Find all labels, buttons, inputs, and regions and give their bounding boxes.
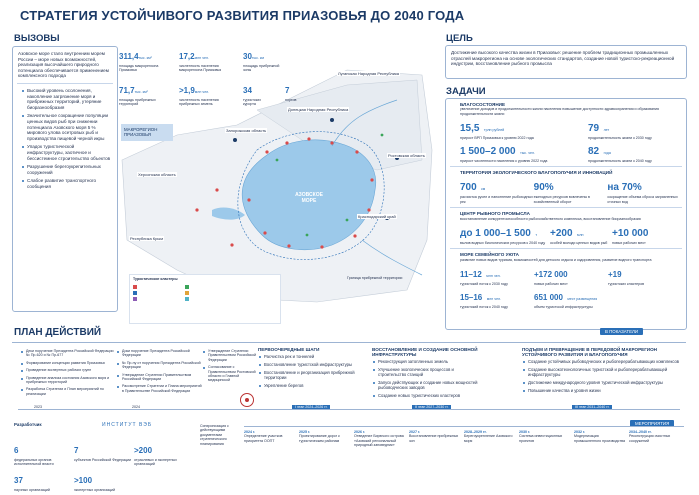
region-label: Республика Крым	[130, 236, 163, 241]
task-title: ЦЕНТР РЫБНОГО ПРОМЫСЛА	[460, 211, 530, 217]
plan-col-2: Доки поручение Президента Российской Федерации № Пр-ну от поручения Президента Российской Федерации Утверждение Стратегии Правительством Российской Федерации Рассмотрение Стратегии и Плана мероприятий в Правительстве Российской Федерации	[122, 349, 202, 393]
page-title: СТРАТЕГИЯ УСТОЙЧИВОГО РАЗВИТИЯ ПРИАЗОВЬЯ ДО 2040 ГОДА	[20, 8, 465, 23]
region-label: Донецкая Народная Республика	[288, 107, 349, 112]
task-stat: 90% ежегодных ресурсов вовлечены в хозяйственный оборот	[533, 182, 590, 204]
measures-link[interactable]: МЕРОПРИЯТИЯ	[630, 420, 674, 427]
task-stat: 11–12 млн чел. туристский поток к 2030 году	[460, 270, 508, 287]
task-stat: 651 000 мест размещения объем туристской инфраструктуры	[534, 292, 598, 309]
macro-region-label: МАКРОРЕГИОН ПРИАЗОВЬЯ	[121, 124, 173, 141]
timeline-item: 2032 г. Модернизация промышленного производства	[574, 430, 625, 443]
plan-col-3: Утверждение Стратегии Правительством Российской Федерации Согласование с Правительством Ростовской области и Главной медицинской	[208, 349, 256, 383]
region-label: Краснодарский край	[358, 214, 396, 219]
timeline	[244, 420, 684, 490]
task-subtitle: увеличение доходов и продолжительности жизни населения повышение доступности здравоохранения и образования продолжительности жизни	[460, 107, 659, 116]
tasks-panel	[445, 98, 687, 330]
goal-heading: ЦЕЛЬ	[446, 33, 473, 44]
map-area	[117, 40, 437, 330]
map-stat: 30тыс. км площадь прибрежной зоны	[243, 52, 280, 73]
indicators-link[interactable]: В ПОКАЗАТЕЛИ	[600, 328, 643, 335]
sync-text: Синхронизация с действующими документами стратегического планирования	[200, 424, 229, 446]
tasks-heading: ЗАДАЧИ	[446, 86, 486, 97]
timeline-item: 2024 г. Определение участков приоритета ООПТ	[244, 430, 283, 443]
map-stat: 17,2млн чел. численность населения макрорегиона Приазовья	[179, 52, 222, 73]
challenges-panel	[12, 46, 118, 312]
task-stat: 79 лет продолжительность жизни к 2030 году	[588, 123, 652, 141]
timeline-item: 2034–2040 гг. Реконструкция очистных сооружений	[629, 430, 671, 443]
developer-label: Разработчик	[14, 422, 42, 427]
phase-date: II этап 2027–2030 гг.	[412, 405, 451, 409]
phase-1: ПЕРВООЧЕРЕДНЫЕ ШАГИ Расчистка рек и тоннелей Восстановление туристской инфраструктуры Восстановление и реорганизация прибрежной территории Укрепление берегов	[258, 347, 358, 391]
year-label: 2024	[132, 405, 140, 409]
timeline-item: 2028–2029 гг. Берегоукрепление Азовского моря	[464, 430, 513, 443]
task-subtitle: восстановление конкурентоспособности рыбохозяйственного комплекса, восстановление биоразнообразия	[460, 216, 641, 221]
plan-col-1: Деки поручение Президента Российской Федерации № Пр-620 и № Пр-677 Формирование концепции развития Приазовья Проведение экспертных рабочих групп Проведение анализа состояния Азовского моря и прибрежных территорий Разработка Стратегии и План мероприятий по реализации	[20, 349, 118, 399]
sea-label: АЗОВСКОЕ МОРЕ	[295, 192, 323, 204]
task-stat: +172 000 новых рабочих мест	[534, 270, 568, 287]
task-stat: 15,5 трлн рублей прирост ВРП Приазовья к уровню 2022 года	[460, 123, 534, 141]
challenge-item: Разрушение берегоукрепительных сооружений	[27, 164, 112, 175]
challenges-intro: Азовское море стало внутренним морем России – море новых возможностей, реализация высочайшего природного потенциала обеспечивается применением комплексного подхода	[18, 51, 109, 79]
task-stat: +200 млн особей молоди ценных видов рыб	[550, 228, 608, 246]
task-stat: на 70% сокращение объема сброса загрязненных сточных вод	[607, 182, 678, 204]
region-label: Запорожская область	[226, 128, 267, 133]
map-legend: Туристические кластеры	[129, 274, 281, 324]
task-stat: 700 км расчистка русел и наполнение рыбоходных рек	[460, 182, 533, 204]
map-stat: >1,9млн чел. численность населения прибрежных земель	[179, 86, 219, 107]
map-stat: 34 туристских курорта	[243, 86, 262, 107]
task-stat: до 1 000–1 500 т вылов водных биологических ресурсов к 2040 году	[460, 228, 546, 246]
timeline-item: 2026 г. Отведение Бирючого острова «Азовский региональный природный заповедник»	[354, 430, 404, 448]
task-subtitle: развитие новых видов туризма, возможностей для детского отдыха и оздоровления, развитие водного транспорта	[460, 257, 652, 262]
phase-2: ВОССТАНОВЛЕНИЕ И СОЗДАНИЕ ОСНОВНОЙ ИНФРАСТРУКТУРЫ Реконструкция затопленных земель Улучшение экологических процессов и строительство станций Запуск действующих и создание новых мощностей рыбоводческих заводов Создание новых туристических кластеров	[372, 347, 482, 401]
region-label: Луганская Народная Республика	[338, 71, 400, 76]
task-stat: 15–16 млн чел. туристский поток к 2040 году	[460, 292, 508, 309]
challenge-item: Упадок туристической инфраструктуры, хаотичное и бессистемное строительство объектов	[27, 144, 111, 161]
region-label: Ростовская область	[388, 153, 425, 158]
task-stat: +10 000 новых рабочих мест	[612, 228, 649, 246]
pin-icon	[240, 393, 254, 407]
map-stat: 71,7тыс. км² площадь прибрежных территорий	[119, 86, 156, 107]
year-label: 2023	[34, 405, 42, 409]
task-title: БЛАГОСОСТОЯНИЕ	[460, 102, 506, 107]
challenges-heading: ВЫЗОВЫ	[14, 33, 60, 44]
timeline-item: 2025 г. Проектирование дорог к туристическим районам	[299, 430, 340, 443]
timeline-item: 2030 г. Система инвестиционных проектов	[519, 430, 563, 443]
task-title: ТЕРРИТОРИЯ ЭКОЛОГИЧЕСКОГО БЛАГОПОЛУЧИЯ И ИННОВАЦИЙ	[460, 170, 613, 176]
goal-text: Достижение высокого качества жизни в Приазовье: решение проблем традиционных промышленных отраслей макрорегиона на основе экологических стандартов, создание новой туристско-рекреационной индустрии, восстановление рыбного промысла	[451, 50, 675, 67]
phase-3: ПОДЪЕМ И ПРЕВРАЩЕНИЕ В ПЕРЕДОВОЙ МАКРОРЕГИОН УСТОЙЧИВОГО РАЗВИТИЯ И БЛАГОПОЛУЧИЯ Создание устойчивых рыбоводческих и рыбоперерабатывающих комплексов Создание высокотехнологичных туристской и рыбоперерабатывающей инфраструктуры Достижение международного уровня туристической инфраструктуры Повышение качества и уровня жизни	[522, 347, 682, 396]
phase-date: III этап 2031–2040 гг.	[572, 405, 612, 409]
challenges-list	[21, 88, 112, 190]
challenge-item: Высокий уровень осолонения, накопление загрязнение моря и прибрежных территорий, утеряние биоразнообразия	[27, 88, 112, 110]
task-stat: 82 года продолжительность жизни к 2040 году	[588, 145, 652, 163]
plan-heading: ПЛАН ДЕЙСТВИЙ	[14, 327, 102, 338]
footer	[12, 420, 686, 490]
phase-date: I этап 2024–2026 гг.	[292, 405, 330, 409]
map-stat: 311,4тыс. км² площадь макрорегиона Приазовья	[119, 52, 159, 73]
challenge-item: Значительное сокращение популяции ценных видов рыб при снижении потенциала Азовского моря 5 % мирового улова осетровых рыб и производства пищевой черной икры	[27, 113, 112, 141]
timeline-item: 2027 г. Восстановление прибрежных зон	[409, 430, 459, 443]
region-label: Херсонская область	[138, 172, 176, 177]
plan-panel	[12, 342, 686, 413]
task-stat: +19 туристских кластеров	[608, 270, 645, 287]
task-title: МОРЕ СЕМЕЙНОГО УЮТА	[460, 252, 519, 258]
challenge-item: Слабое развитие транспортного сообщения	[27, 178, 112, 189]
institute-logo: ИНСТИТУТ ВЭБ	[102, 422, 153, 428]
task-stat: 1 500–2 000 тыс. чел. прирост численности населения к уровню 2022 года	[460, 145, 548, 163]
goal-panel	[445, 45, 687, 79]
map-stat: 7 портов	[285, 86, 297, 102]
footer-stats: 6 федеральных органов исполнительной власти 7 субъектов Российской Федерации >200 отраслевых и экспертных организаций 37 научных организаций >100 экспертных организаций	[14, 446, 177, 492]
map-legend-right: Граница прибрежной территории	[347, 276, 403, 280]
